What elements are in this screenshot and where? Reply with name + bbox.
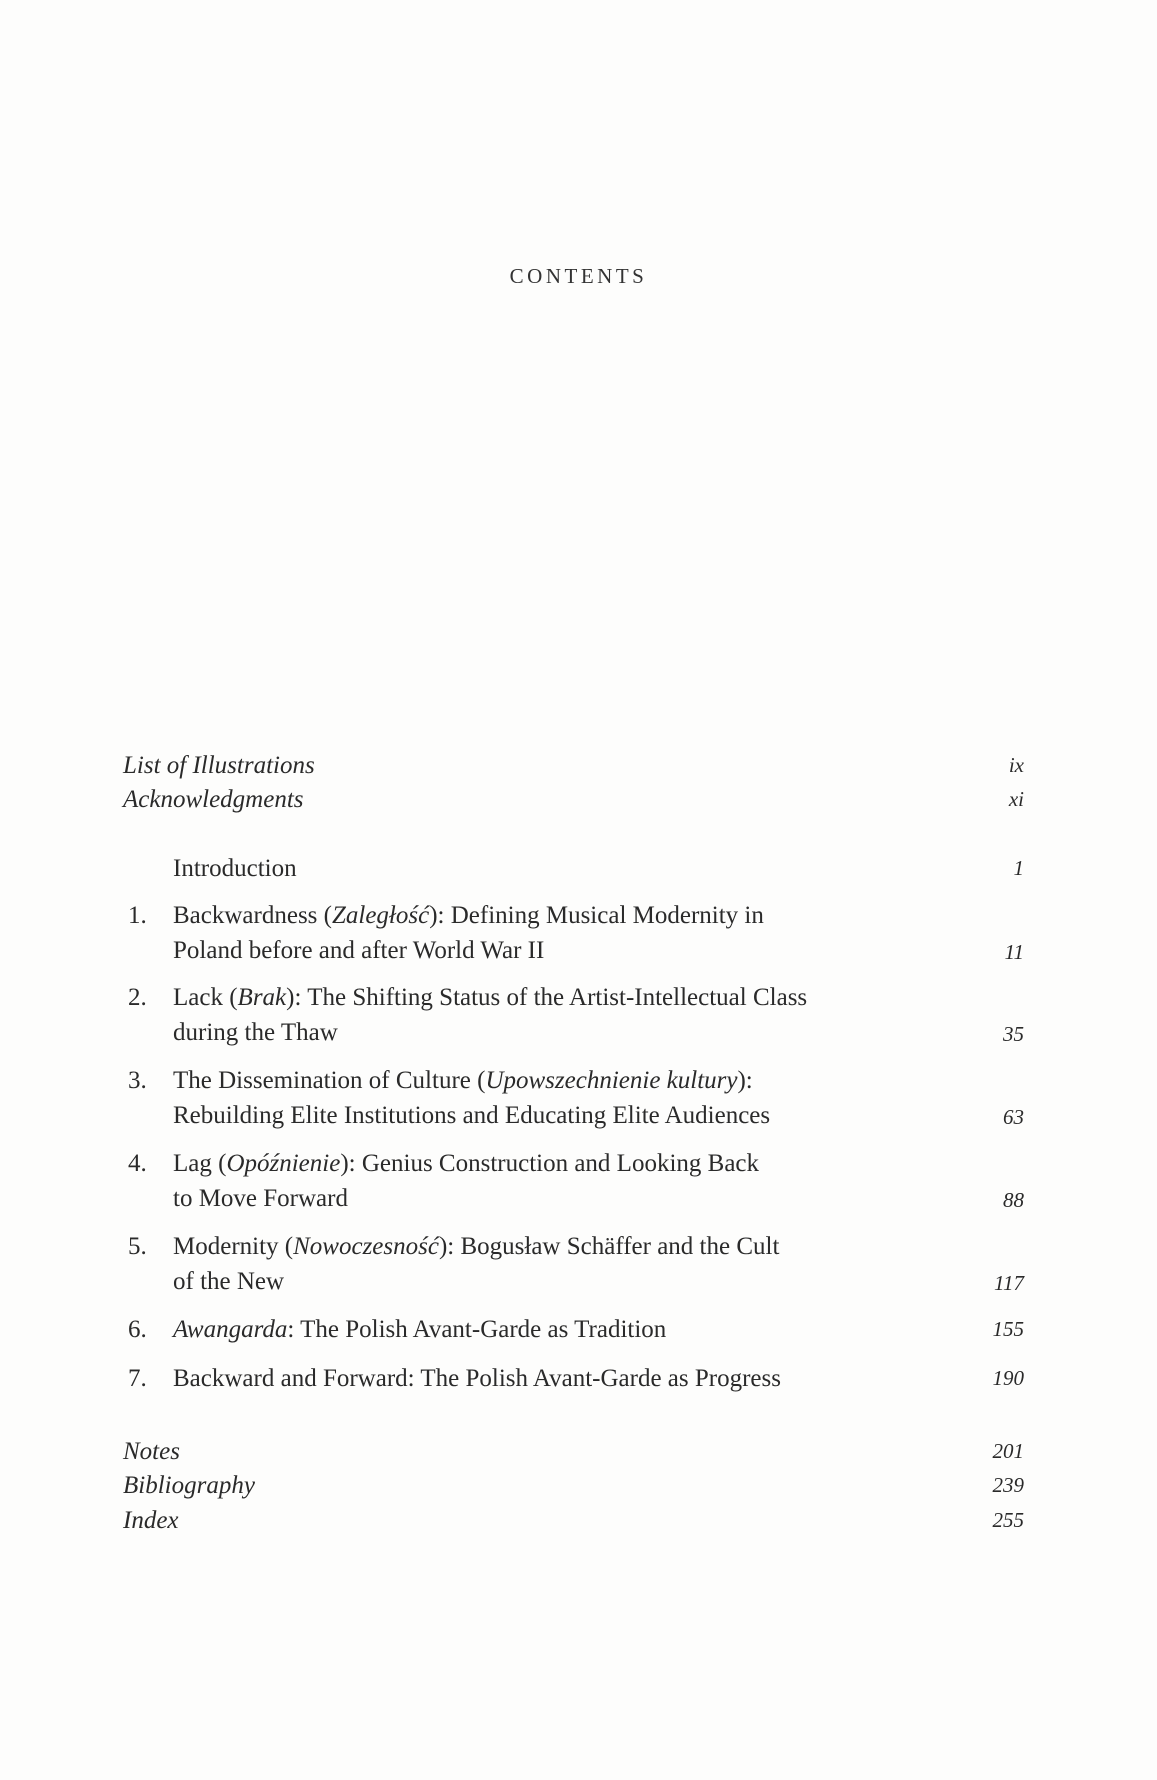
toc-entry-page-number: 239 xyxy=(992,1473,1024,1497)
chapter-title xyxy=(173,898,903,968)
toc-entry-title: Notes xyxy=(123,1438,180,1465)
toc-entry-title: Index xyxy=(123,1507,179,1534)
chapter-title-line-2: during the Thaw xyxy=(173,1019,338,1046)
chapter-title-line-2: to Move Forward xyxy=(173,1185,348,1212)
chapter-number: 1. xyxy=(128,902,147,929)
chapter-title-line-2: of the New xyxy=(173,1268,285,1295)
chapter-number: 5. xyxy=(128,1233,147,1260)
toc-entry-page-number: ix xyxy=(1008,753,1024,777)
toc-entry-page-number: 1 xyxy=(1013,856,1024,880)
chapter-title xyxy=(173,1063,903,1133)
chapter-title xyxy=(173,1312,903,1347)
chapter-title-line-1: Awangarda: The Polish Avant-Garde as Tradition xyxy=(173,1316,667,1343)
chapter-title-line-1: Lag (Opóźnienie): Genius Construction and Looking Back xyxy=(173,1150,760,1177)
chapter-title-line-1: Modernity (Nowoczesność): Bogusław Schäffer and the Cult xyxy=(173,1233,780,1260)
chapter-title-line-1: Backwardness (Zaległość): Defining Musical Modernity in xyxy=(173,902,764,929)
chapter-title-line-2: Rebuilding Elite Institutions and Educating Elite Audiences xyxy=(173,1102,771,1129)
toc-entry-page-number: 155 xyxy=(992,1317,1024,1341)
toc-entry-page-number: 255 xyxy=(992,1508,1024,1532)
toc-entry-page-number: xi xyxy=(1008,787,1024,811)
chapter-title xyxy=(173,1146,903,1216)
toc-entry-page-number: 11 xyxy=(1004,940,1024,964)
toc-entry-page-number: 63 xyxy=(1003,1105,1024,1129)
toc-entry-page-number: 190 xyxy=(992,1366,1024,1390)
toc-entry-page-number: 35 xyxy=(1003,1022,1024,1046)
chapter-number: 3. xyxy=(128,1067,147,1094)
chapter-number: 2. xyxy=(128,984,147,1011)
toc-entry-title: Acknowledgments xyxy=(123,786,304,813)
chapter-title xyxy=(173,1229,903,1299)
toc-entry-page-number: 88 xyxy=(1003,1188,1024,1212)
chapter-title xyxy=(173,1361,903,1396)
toc-entry-title: List of Illustrations xyxy=(123,752,315,779)
chapter-title-line-1: Lack (Brak): The Shifting Status of the Artist-Intellectual Class xyxy=(173,984,808,1011)
toc-entry-page-number: 201 xyxy=(992,1439,1024,1463)
chapter-title-line-1: Backward and Forward: The Polish Avant-Garde as Progress xyxy=(173,1365,781,1392)
chapter-number: 6. xyxy=(128,1316,147,1343)
chapter-number: 4. xyxy=(128,1150,147,1177)
chapter-title-line-1: The Dissemination of Culture (Upowszechnienie kultury): xyxy=(173,1067,753,1094)
chapter-title-line-2: Poland before and after World War II xyxy=(173,937,545,964)
chapter-number: 7. xyxy=(128,1365,147,1392)
chapter-title xyxy=(173,980,903,1050)
toc-entry-page-number: 117 xyxy=(994,1271,1024,1295)
toc-entry-title: Bibliography xyxy=(123,1472,255,1499)
contents-heading: CONTENTS xyxy=(509,264,648,288)
toc-entry-title: Introduction xyxy=(173,855,297,882)
